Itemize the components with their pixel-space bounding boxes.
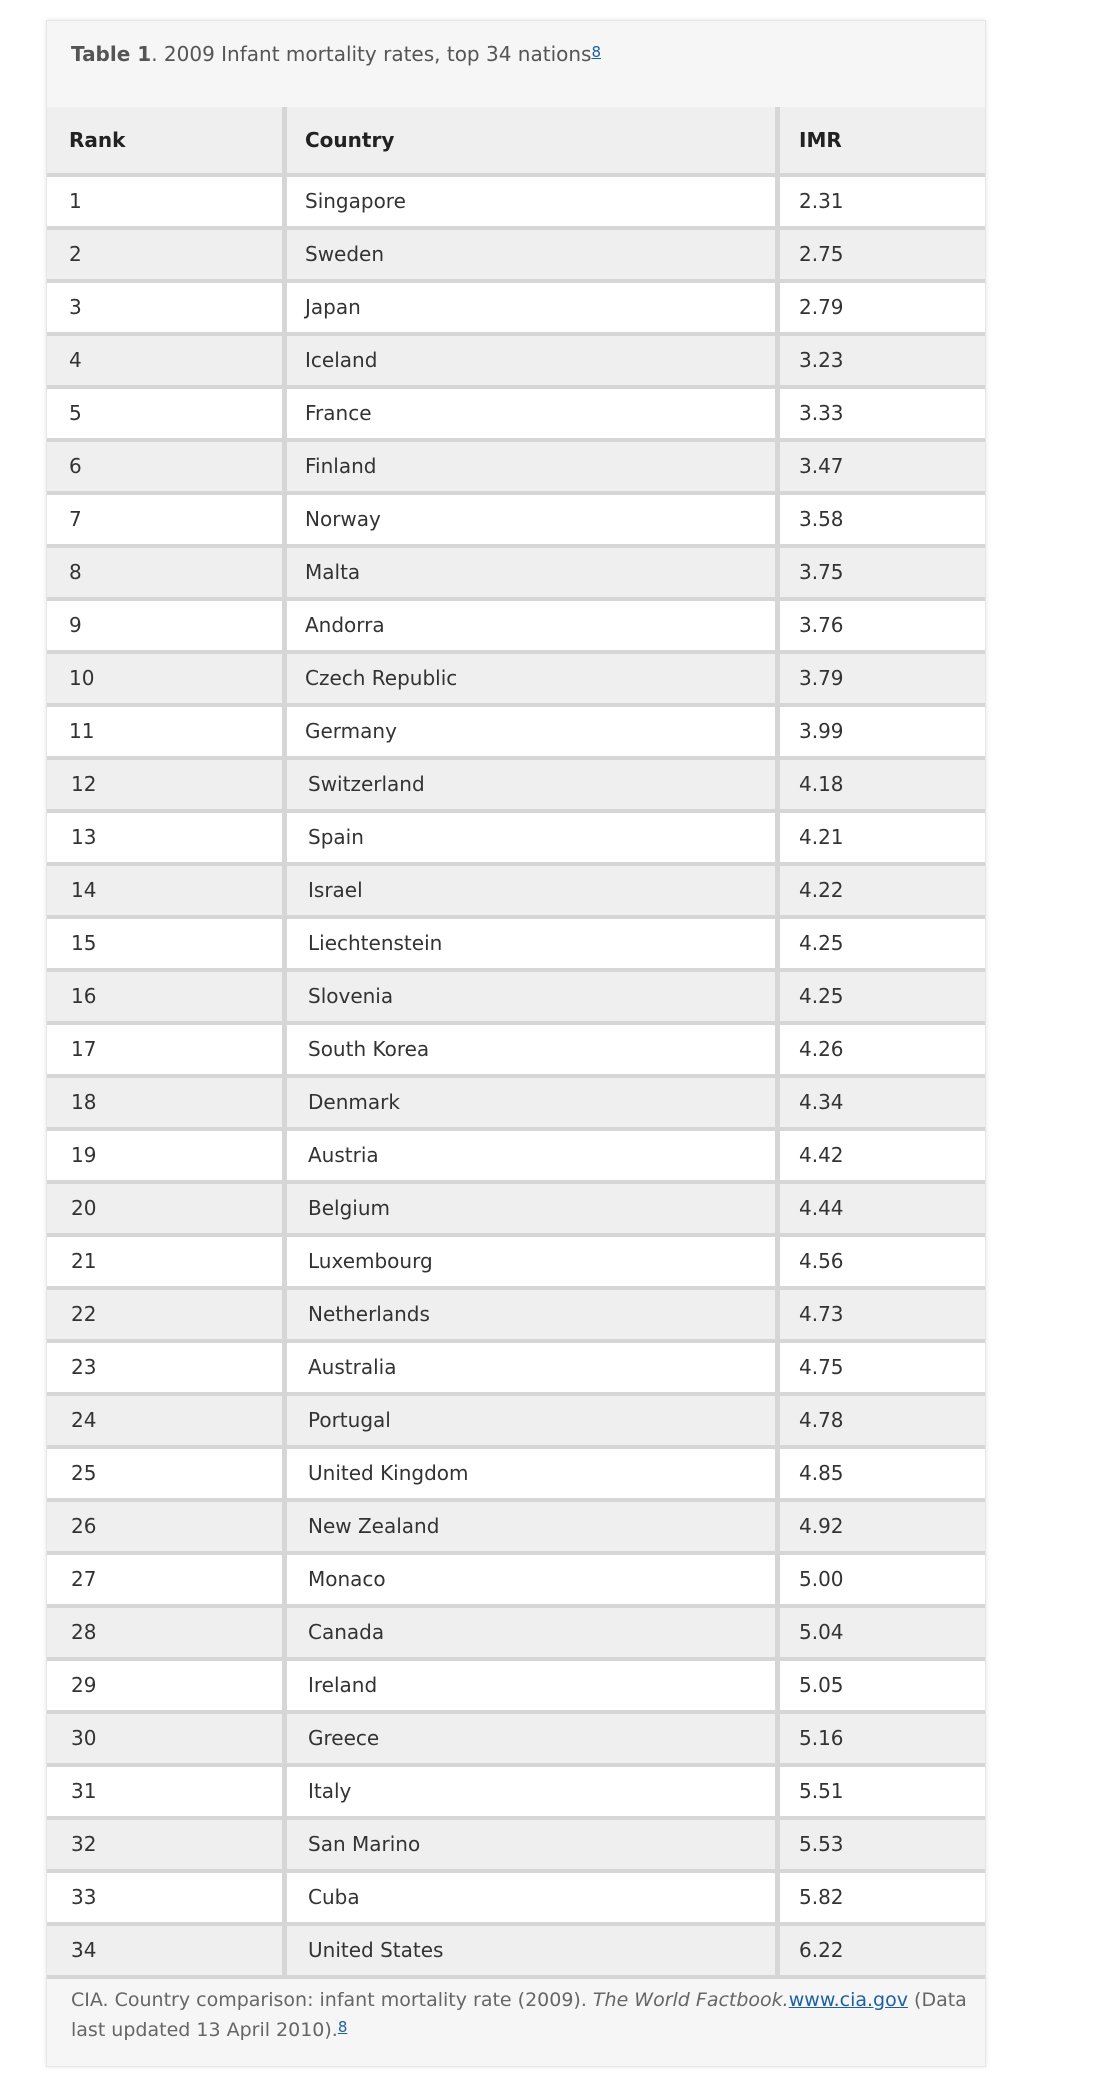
cell-imr: 5.53	[799, 1832, 844, 1856]
cell-rank: 4	[69, 348, 82, 372]
cell-imr: 3.99	[799, 719, 844, 743]
table-row	[47, 1396, 985, 1449]
header-imr: IMR	[799, 128, 842, 152]
cell-country: United Kingdom	[308, 1461, 469, 1485]
cell-rank: 25	[71, 1461, 97, 1485]
cell-imr: 4.25	[799, 984, 844, 1008]
cell-country: Andorra	[305, 613, 385, 637]
table-row	[47, 1608, 985, 1661]
cell-rank: 2	[69, 242, 82, 266]
cell-country: New Zealand	[308, 1514, 440, 1538]
cell-country: Iceland	[305, 348, 378, 372]
table-row	[47, 1820, 985, 1873]
cell-imr: 4.26	[799, 1037, 844, 1061]
cell-imr: 6.22	[799, 1938, 844, 1962]
cell-rank: 24	[71, 1408, 97, 1432]
cell-country: Norway	[305, 507, 381, 531]
table-row	[47, 1502, 985, 1555]
cell-country: Canada	[308, 1620, 385, 1644]
cell-country: Cuba	[308, 1885, 360, 1909]
table-row	[47, 919, 985, 972]
cell-country: Malta	[305, 560, 361, 584]
cell-imr: 4.25	[799, 931, 844, 955]
cell-imr: 4.75	[799, 1355, 844, 1379]
cell-rank: 15	[71, 931, 97, 955]
cell-rank: 23	[71, 1355, 97, 1379]
table-row	[47, 495, 985, 548]
cell-rank: 5	[69, 401, 82, 425]
table-container	[46, 20, 986, 2067]
table-row	[47, 1767, 985, 1820]
cell-country: Japan	[305, 295, 361, 319]
cell-rank: 11	[69, 719, 95, 743]
table-row	[47, 654, 985, 707]
table-row	[47, 1184, 985, 1237]
table-row	[47, 177, 985, 230]
cell-imr: 3.76	[799, 613, 844, 637]
cell-imr: 5.04	[799, 1620, 844, 1644]
cell-imr: 2.31	[799, 189, 844, 213]
cell-rank: 14	[71, 878, 97, 902]
cell-imr: 5.05	[799, 1673, 844, 1697]
cell-rank: 8	[69, 560, 82, 584]
table-header-row	[47, 107, 985, 177]
cell-rank: 21	[71, 1249, 97, 1273]
cell-country: Switzerland	[308, 772, 425, 796]
cell-country: Liechtenstein	[308, 931, 443, 955]
cell-imr: 4.73	[799, 1302, 844, 1326]
cell-country: South Korea	[308, 1037, 430, 1061]
cell-imr: 4.78	[799, 1408, 844, 1432]
table-body	[47, 177, 985, 1979]
table-row	[47, 1025, 985, 1078]
cell-imr: 4.18	[799, 772, 844, 796]
cell-imr: 3.79	[799, 666, 844, 690]
cell-rank: 32	[71, 1832, 97, 1856]
column-divider-2	[775, 107, 780, 1979]
cell-rank: 31	[71, 1779, 97, 1803]
cell-rank: 3	[69, 295, 82, 319]
cell-country: Denmark	[308, 1090, 400, 1114]
table-row	[47, 1449, 985, 1502]
cell-rank: 1	[69, 189, 82, 213]
cell-imr: 5.16	[799, 1726, 844, 1750]
cell-imr: 3.47	[799, 454, 844, 478]
cell-rank: 27	[71, 1567, 97, 1591]
cell-rank: 6	[69, 454, 82, 478]
footnote-source-link[interactable]: www.cia.gov	[788, 1989, 908, 2011]
table-row	[47, 1078, 985, 1131]
cell-imr: 5.51	[799, 1779, 844, 1803]
table-row	[47, 707, 985, 760]
cell-rank: 26	[71, 1514, 97, 1538]
cell-country: Portugal	[308, 1408, 391, 1432]
cell-country: Czech Republic	[305, 666, 458, 690]
cell-country: Luxembourg	[308, 1249, 433, 1273]
cell-imr: 4.85	[799, 1461, 844, 1485]
footnote-reference-link[interactable]: 8	[337, 2018, 348, 2036]
cell-country: Belgium	[308, 1196, 390, 1220]
cell-country: Germany	[305, 719, 397, 743]
cell-imr: 4.21	[799, 825, 844, 849]
cell-rank: 16	[71, 984, 97, 1008]
footnote-text: CIA. Country comparison: infant mortality rate (2009).	[71, 1989, 593, 2011]
cell-country: Finland	[305, 454, 377, 478]
table-row	[47, 760, 985, 813]
table-row	[47, 866, 985, 919]
table-row	[47, 1131, 985, 1184]
cell-country: Singapore	[305, 189, 406, 213]
table-row	[47, 230, 985, 283]
caption-reference-link[interactable]: 8	[591, 43, 601, 61]
cell-country: Italy	[308, 1779, 352, 1803]
column-divider-1	[282, 107, 287, 1979]
footnote-date-text: (Data last updated 13 April 2010).	[71, 1989, 967, 2041]
cell-rank: 19	[71, 1143, 97, 1167]
table-footnote	[71, 1985, 971, 2046]
table-row	[47, 1661, 985, 1714]
table-row	[47, 442, 985, 495]
header-rank: Rank	[69, 128, 126, 152]
table-row	[47, 813, 985, 866]
cell-imr: 5.00	[799, 1567, 844, 1591]
header-country: Country	[305, 128, 395, 152]
cell-rank: 22	[71, 1302, 97, 1326]
cell-imr: 4.56	[799, 1249, 844, 1273]
cell-rank: 34	[71, 1938, 97, 1962]
caption-label: Table 1	[71, 42, 152, 66]
cell-imr: 4.44	[799, 1196, 844, 1220]
cell-rank: 20	[71, 1196, 97, 1220]
footnote-source-title: The World Factbook.	[592, 1989, 789, 2011]
cell-country: Australia	[308, 1355, 397, 1379]
table-row	[47, 389, 985, 442]
cell-country: Monaco	[308, 1567, 386, 1591]
cell-country: Spain	[308, 825, 364, 849]
table-caption	[71, 41, 951, 69]
table-row	[47, 1714, 985, 1767]
cell-rank: 18	[71, 1090, 97, 1114]
cell-imr: 2.79	[799, 295, 844, 319]
cell-imr: 3.58	[799, 507, 844, 531]
cell-rank: 29	[71, 1673, 97, 1697]
table-row	[47, 1237, 985, 1290]
cell-imr: 3.75	[799, 560, 844, 584]
cell-country: United States	[308, 1938, 444, 1962]
cell-imr: 5.82	[799, 1885, 844, 1909]
table-row	[47, 283, 985, 336]
cell-imr: 3.33	[799, 401, 844, 425]
cell-imr: 4.34	[799, 1090, 844, 1114]
cell-imr: 4.92	[799, 1514, 844, 1538]
cell-imr: 4.22	[799, 878, 844, 902]
cell-rank: 12	[71, 772, 97, 796]
cell-rank: 17	[71, 1037, 97, 1061]
cell-imr: 3.23	[799, 348, 844, 372]
cell-rank: 7	[69, 507, 82, 531]
cell-rank: 30	[71, 1726, 97, 1750]
cell-imr: 4.42	[799, 1143, 844, 1167]
table-row	[47, 1873, 985, 1926]
cell-country: San Marino	[308, 1832, 421, 1856]
cell-country: Austria	[308, 1143, 379, 1167]
cell-rank: 13	[71, 825, 97, 849]
table-row	[47, 1290, 985, 1343]
cell-country: Slovenia	[308, 984, 394, 1008]
cell-rank: 9	[69, 613, 82, 637]
table-row	[47, 1926, 985, 1979]
table-row	[47, 548, 985, 601]
cell-rank: 10	[69, 666, 95, 690]
table-row	[47, 336, 985, 389]
cell-imr: 2.75	[799, 242, 844, 266]
table-row	[47, 1555, 985, 1608]
cell-rank: 33	[71, 1885, 97, 1909]
cell-country: France	[305, 401, 372, 425]
cell-country: Greece	[308, 1726, 380, 1750]
cell-rank: 28	[71, 1620, 97, 1644]
table-row	[47, 601, 985, 654]
table-row	[47, 1343, 985, 1396]
table-row	[47, 972, 985, 1025]
cell-country: Ireland	[308, 1673, 378, 1697]
cell-country: Sweden	[305, 242, 385, 266]
caption-text: . 2009 Infant mortality rates, top 34 nations	[151, 42, 592, 66]
cell-country: Netherlands	[308, 1302, 430, 1326]
cell-country: Israel	[308, 878, 363, 902]
